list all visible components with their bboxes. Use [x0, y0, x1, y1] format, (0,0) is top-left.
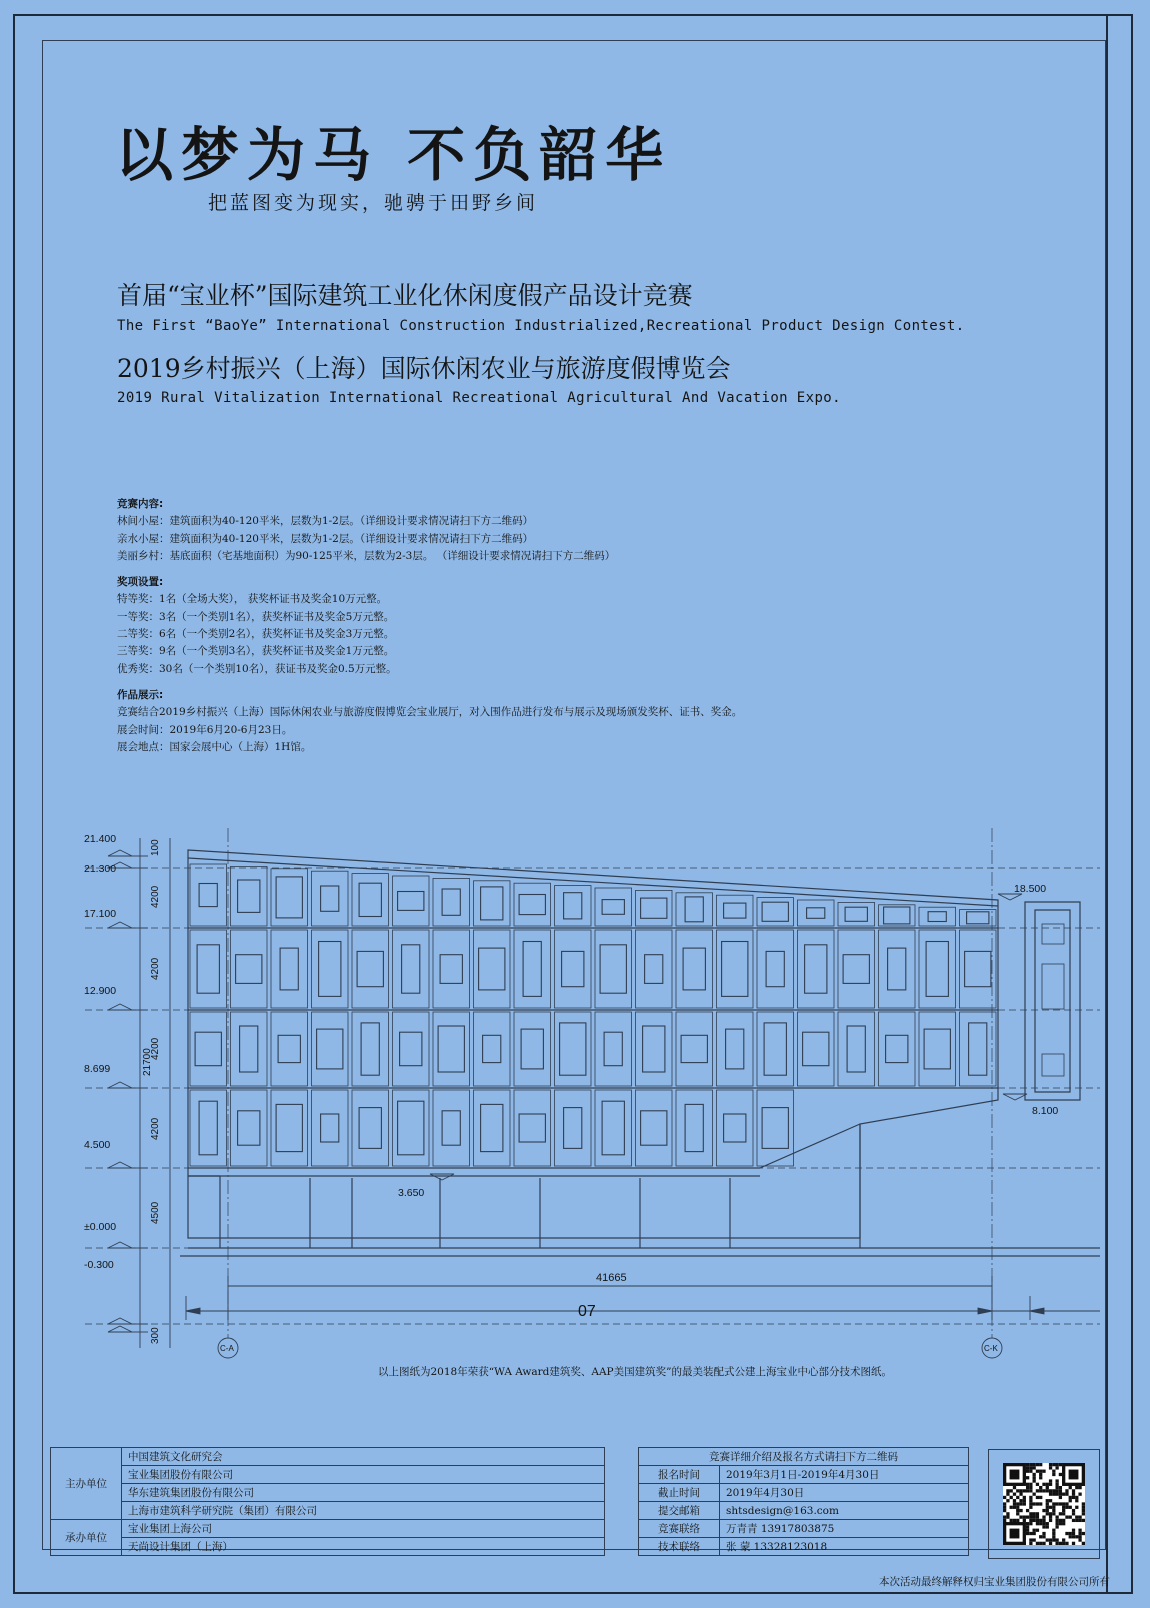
window: [845, 907, 867, 921]
floor-dimension: 4200: [150, 957, 161, 980]
window: [438, 1026, 464, 1072]
floor-dimension: 4500: [150, 1201, 161, 1224]
window: [969, 1023, 987, 1075]
window: [398, 1101, 424, 1155]
window: [924, 1029, 950, 1069]
window: [276, 1104, 302, 1151]
window-panel: [393, 1012, 430, 1086]
window: [562, 951, 584, 986]
window-panel: [474, 881, 511, 926]
window: [807, 908, 825, 919]
window: [199, 884, 217, 907]
window: [1042, 924, 1064, 944]
window: [928, 912, 946, 922]
window: [521, 1029, 543, 1069]
window-panel: [474, 1012, 511, 1086]
axis-label-right: C-K: [984, 1344, 998, 1353]
window: [685, 1104, 703, 1151]
window: [359, 883, 381, 916]
total-height-dimension: 21700: [142, 1048, 153, 1076]
window-panel: [271, 930, 308, 1008]
award-item: 特等奖：1名（全场大奖）， 获奖杯证书及奖金10万元整。: [117, 593, 388, 606]
content-item: 美丽乡村：基底面积（宅基地面积）为90-125平米，层数为2-3层。 （详细设计要求情况请扫下方二维码）: [117, 549, 616, 562]
window: [926, 942, 948, 997]
window: [764, 1023, 786, 1075]
window: [600, 945, 626, 993]
drawing-caption: 以上图纸为2018年荣获“WA Award建筑奖、AAP美国建筑奖”的最美装配式公建上海宝业中心部分技术图纸。: [378, 1366, 892, 1378]
window: [319, 942, 341, 997]
window-panel: [636, 1012, 673, 1086]
window: [762, 902, 788, 921]
award-item: 一等奖：3名（一个类别1名），获奖杯证书及奖金5万元整。: [117, 610, 395, 623]
host-org: 上海市建筑科学研究院（集团）有限公司: [122, 1502, 605, 1520]
reg-value: 2019年4月30日: [720, 1484, 969, 1502]
award-item: 二等奖：6名（一个类别2名），获奖杯证书及奖金3万元整。: [117, 628, 395, 641]
award-item: 优秀奖：30名（一个类别10名），获证书及奖金0.5万元整。: [117, 662, 397, 675]
window-panel: [231, 866, 268, 926]
co-label: 承办单位: [51, 1520, 122, 1556]
floor-dimension: 300: [150, 1327, 161, 1344]
window: [359, 1108, 381, 1149]
expo-title-en: 2019 Rural Vitalization International Recreational Agricultural And Vacation Expo.: [117, 390, 841, 406]
window-panel: [838, 1012, 875, 1086]
elevation-drawing: [80, 833, 1110, 1360]
window: [240, 1026, 258, 1072]
window: [681, 1035, 707, 1062]
level-label: 12.900: [84, 985, 117, 997]
reg-value: 万青青 13917803875: [720, 1520, 969, 1538]
window: [564, 893, 582, 919]
window: [442, 1111, 460, 1145]
window: [236, 955, 262, 984]
window: [483, 1035, 501, 1062]
window-grid: [190, 864, 1064, 1166]
reg-email[interactable]: shtsdesign@163.com: [720, 1502, 969, 1520]
reg-value: 张 蒙 13328123018: [720, 1538, 969, 1556]
window-panel: [717, 1012, 754, 1086]
level-label: ±0.000: [84, 1221, 117, 1233]
window: [278, 1035, 300, 1062]
window: [238, 880, 260, 912]
window-panel: [879, 930, 916, 1008]
window: [602, 900, 624, 915]
window-panel: [555, 1090, 592, 1166]
award-item: 三等奖：9名（一个类别3名），获奖杯证书及奖金1万元整。: [117, 645, 395, 658]
host-org: 中国建筑文化研究会: [122, 1448, 605, 1466]
window-panel: [190, 864, 227, 926]
window: [479, 948, 505, 990]
left-dimension-column: [132, 838, 170, 1348]
window: [766, 951, 784, 986]
window: [843, 955, 869, 984]
window: [722, 942, 748, 997]
co-org: 天尚设计集团（上海）: [122, 1538, 605, 1556]
window: [643, 1026, 665, 1072]
level-label: 21.300: [84, 863, 117, 875]
host-org: 华东建筑集团股份有限公司: [122, 1484, 605, 1502]
qr-code-frame: [988, 1449, 1100, 1559]
axis-lines: [186, 828, 1100, 1358]
window: [641, 898, 667, 918]
floor-dimension: 4200: [150, 1117, 161, 1140]
window: [564, 1108, 582, 1149]
inner-level-label: 3.650: [398, 1187, 425, 1199]
window-panel: [312, 1090, 349, 1166]
contest-title-en: The First “BaoYe” International Construction Industrialized,Recreational Product Design Contest.: [117, 318, 965, 334]
window-panel: [312, 871, 349, 926]
window: [1042, 1054, 1064, 1076]
content-heading: 竞赛内容:: [117, 498, 164, 510]
building-outline: [180, 850, 1100, 1256]
level-label: 8.699: [84, 1063, 111, 1075]
window-panel: [636, 930, 673, 1008]
window-panel: [433, 1090, 470, 1166]
window: [726, 1029, 744, 1069]
window-panel: [231, 1012, 268, 1086]
window: [317, 1029, 343, 1069]
width-dimension: 41665: [596, 1272, 627, 1284]
window: [361, 1023, 379, 1075]
reg-value: 2019年3月1日-2019年4月30日: [720, 1466, 969, 1484]
window: [440, 955, 462, 984]
window: [641, 1111, 667, 1145]
host-label: 主办单位: [51, 1448, 122, 1520]
exhibit-item: 展会时间：2019年6月20-6月23日。: [117, 723, 293, 736]
window: [195, 1032, 221, 1066]
window: [685, 897, 703, 922]
window: [442, 889, 460, 915]
window: [402, 945, 420, 993]
contest-title-cn: 首届“宝业杯”国际建筑工业化休闲度假产品设计竞赛: [117, 281, 693, 310]
window: [199, 1101, 217, 1155]
window-panel: [514, 1012, 551, 1086]
span-label: 07: [578, 1303, 596, 1320]
window: [400, 1032, 422, 1066]
window-panel: [919, 907, 956, 926]
window-panel: [555, 886, 592, 926]
window: [321, 1114, 339, 1142]
floor-dimension: 4200: [150, 885, 161, 908]
window: [965, 951, 991, 986]
window: [645, 955, 663, 984]
footer-note: 本次活动最终解释权归宝业集团股份有限公司所有: [879, 1576, 1110, 1588]
window-panel: [717, 1090, 754, 1166]
exhibit-item: 展会地点：国家会展中心（上海）1H馆。: [117, 740, 312, 753]
level-label: 4.500: [84, 1139, 111, 1151]
window-panel: [190, 930, 227, 1008]
window-panel: [352, 874, 389, 926]
window: [1042, 964, 1064, 1009]
awards-heading: 奖项设置:: [117, 576, 164, 589]
host-org: 宝业集团股份有限公司: [122, 1466, 605, 1484]
exhibit-heading: 作品展示:: [117, 688, 164, 701]
window: [357, 951, 383, 986]
window-panel: [433, 930, 470, 1008]
window: [519, 895, 545, 915]
floor-dimension: 4200: [150, 1037, 161, 1060]
window: [481, 887, 503, 920]
window-panel: [474, 1090, 511, 1166]
window: [884, 907, 910, 924]
window-panel: [271, 1012, 308, 1086]
window-panel: [555, 930, 592, 1008]
level-label: 21.400: [84, 833, 117, 845]
window: [803, 1032, 829, 1066]
qr-code-icon[interactable]: [1003, 1463, 1085, 1545]
window-panel: [595, 1012, 632, 1086]
expo-title-cn: 2019乡村振兴（上海）国际休闲农业与旅游度假博览会: [117, 354, 731, 383]
window-panel: [798, 900, 835, 926]
right-level-label: 8.100: [1032, 1105, 1059, 1117]
floor-dimension: 100: [150, 839, 161, 856]
window: [519, 1114, 545, 1142]
reg-key: 提交邮箱: [639, 1502, 720, 1520]
window: [683, 948, 705, 990]
window-panel: [676, 893, 713, 926]
window-panel: [352, 1090, 389, 1166]
window: [604, 1032, 622, 1066]
window: [724, 903, 746, 918]
window: [280, 948, 298, 990]
window-panel: [433, 878, 470, 926]
window: [888, 948, 906, 990]
window-panel: [838, 902, 875, 926]
window: [886, 1035, 908, 1062]
axis-label-left: C-A: [220, 1344, 234, 1353]
registration-header: 竞赛详细介绍及报名方式请扫下方二维码: [639, 1448, 969, 1466]
window-panel: [676, 1090, 713, 1166]
level-label: -0.300: [84, 1259, 114, 1271]
exhibit-item: 竞赛结合2019乡村振兴（上海）国际休闲农业与旅游度假博览会宝业展厅，对入围作品进行发布与展示及现场颁发奖杯、证书、奖金。: [117, 706, 743, 719]
co-org: 宝业集团上海公司: [122, 1520, 605, 1538]
window-panel: [595, 888, 632, 926]
window: [805, 945, 827, 993]
window: [197, 945, 219, 993]
window-panel: [798, 930, 835, 1008]
window: [481, 1104, 503, 1151]
window-panel: [676, 930, 713, 1008]
organizers-table: [50, 1447, 605, 1556]
window: [560, 1023, 586, 1075]
window: [523, 942, 541, 997]
level-label: 17.100: [84, 908, 117, 920]
window-panel: [879, 1012, 916, 1086]
reg-key: 截止时间: [639, 1484, 720, 1502]
registration-table: [638, 1447, 969, 1556]
info-section: [117, 490, 897, 756]
slogan: 以梦为马 不负韶华: [115, 121, 672, 189]
window: [967, 912, 989, 924]
content-item: 林间小屋：建筑面积为40-120平米，层数为1-2层。（详细设计要求情况请扫下方二维码）: [117, 515, 534, 528]
subslogan: 把蓝图变为现实，驰骋于田野乡间: [208, 192, 539, 214]
reg-key: 竞赛联络: [639, 1520, 720, 1538]
window: [724, 1114, 746, 1142]
window: [762, 1108, 788, 1149]
window-panel: [757, 930, 794, 1008]
right-level-label: 18.500: [1014, 883, 1047, 895]
window: [847, 1026, 865, 1072]
window-panel: [717, 895, 754, 926]
window: [398, 892, 424, 911]
content-item: 亲水小屋：建筑面积为40-120平米，层数为1-2层。（详细设计要求情况请扫下方二维码）: [117, 532, 534, 545]
window: [321, 886, 339, 911]
window: [602, 1101, 624, 1155]
reg-key: 技术联络: [639, 1538, 720, 1556]
reg-key: 报名时间: [639, 1466, 720, 1484]
window: [276, 877, 302, 918]
window: [238, 1111, 260, 1145]
window-panel: [393, 930, 430, 1008]
window-panel: [231, 1090, 268, 1166]
